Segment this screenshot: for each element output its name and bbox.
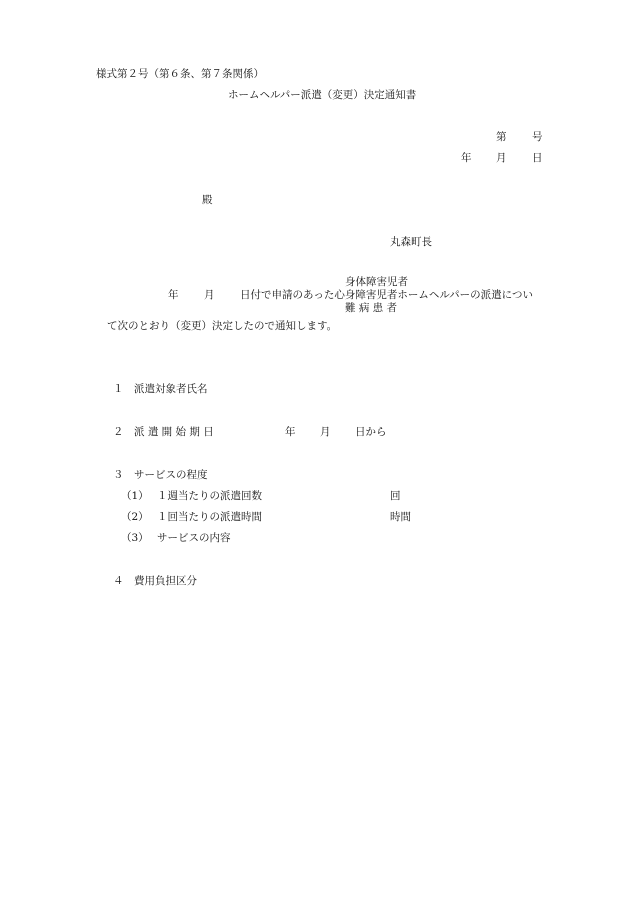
document-title: ホームヘルパー派遣（変更）決定通知書: [228, 89, 417, 101]
form-label: 様式第２号（第６条、第７条関係）: [96, 68, 264, 80]
body-date-year: 年: [168, 289, 179, 301]
item1-num: １: [113, 383, 124, 395]
date-year: 年: [461, 152, 472, 164]
doc-number-go: 号: [532, 131, 543, 143]
item2-month: 月: [320, 426, 331, 438]
category-top: 身体障害児者: [345, 276, 408, 288]
item3-sub3-num: （3）: [121, 532, 149, 544]
body-date-month: 月: [204, 289, 215, 301]
item3-label: サービスの程度: [134, 469, 208, 481]
item2-year: 年: [285, 426, 296, 438]
body-line-2: て次のとおり（変更）決定したので通知します。: [107, 320, 338, 332]
date-month: 月: [496, 152, 507, 164]
item2-num: ２: [113, 426, 124, 438]
item2-day-from: 日から: [355, 426, 387, 438]
item3-sub2-label: １回当たりの派遣時間: [157, 511, 262, 523]
addressee-suffix: 殿: [202, 194, 213, 206]
doc-number-dai: 第: [496, 131, 507, 143]
item3-sub3-label: サービスの内容: [157, 532, 231, 544]
issuer: 丸森町長: [390, 236, 432, 248]
category-bottom: 難 病 患 者: [345, 302, 398, 314]
item4-label: 費用負担区分: [134, 575, 197, 587]
item3-num: ３: [113, 469, 124, 481]
body-line-1: 日付で申請のあった心身障害児者ホームヘルパーの派遣につい: [240, 289, 533, 301]
item2-label: 派 遣 開 始 期 日: [134, 426, 214, 438]
item3-sub1-unit: 回: [390, 490, 401, 502]
date-day: 日: [532, 152, 543, 164]
item3-sub1-label: １週当たりの派遣回数: [157, 490, 262, 502]
item3-sub1-num: （1）: [121, 490, 149, 502]
item4-num: ４: [113, 575, 124, 587]
item3-sub2-num: （2）: [121, 511, 149, 523]
item3-sub2-unit: 時間: [390, 511, 411, 523]
item1-label: 派遣対象者氏名: [134, 383, 208, 395]
